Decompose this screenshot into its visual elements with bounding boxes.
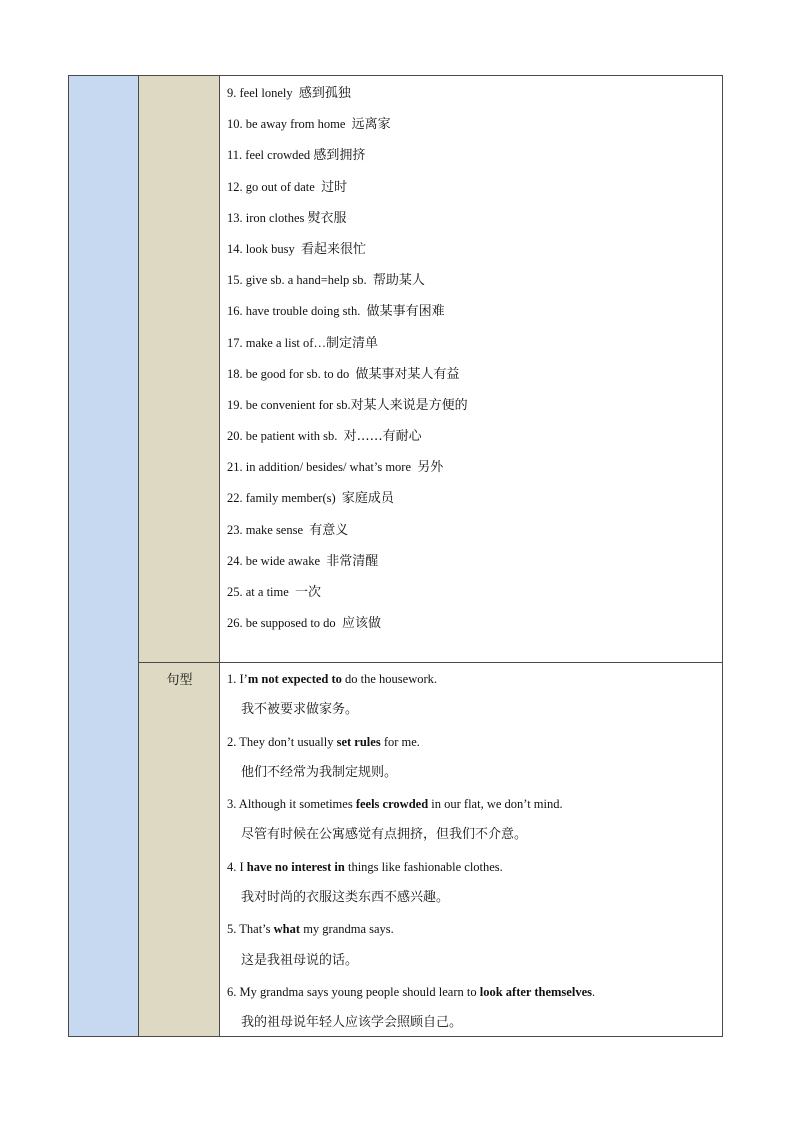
sentence-text: 5. That’s	[227, 922, 274, 937]
phrase-en: 20. be patient with sb.	[227, 429, 338, 444]
phrase-zh: 非常清醒	[326, 553, 379, 569]
phrase-zh: 应该做	[341, 616, 381, 632]
sentence-text: in our flat, we don’t mind.	[428, 797, 563, 812]
phrase-item	[227, 146, 468, 177]
phrase-list	[227, 84, 468, 645]
phrase-zh: 感到拥挤	[313, 148, 366, 164]
phrase-en: 12. go out of date	[227, 179, 315, 194]
phrase-item	[227, 521, 468, 552]
phrase-item	[227, 365, 468, 396]
phrase-item	[227, 84, 468, 115]
phrase-zh: 做某事对某人有益	[355, 366, 460, 382]
phrase-en: 13. iron clothes	[227, 210, 305, 225]
phrase-en: 19. be convenient for sb.	[227, 397, 351, 412]
sentence-zh: 我对时尚的衣服这类东西不感兴趣。	[241, 890, 450, 906]
phrase-item	[227, 396, 468, 427]
phrase-item	[227, 240, 468, 271]
phrase-item	[227, 334, 468, 365]
sentence-key-phrase: look after themselves	[479, 984, 592, 999]
phrase-en: 17. make a list of…	[227, 335, 326, 350]
phrase-en: 14. look busy	[227, 241, 295, 256]
sentence-zh: 我的祖母说年轻人应该学会照顾自己。	[241, 1015, 463, 1031]
phrase-en: 15. give sb. a hand=help sb.	[227, 273, 367, 288]
sentence-key-phrase: m not expected to	[247, 672, 342, 686]
phrase-zh: 过时	[321, 179, 348, 195]
sentence-key-phrase: what	[273, 922, 301, 937]
sentence-key-phrase: have no interest in	[246, 859, 345, 874]
phrase-item	[227, 115, 468, 146]
phrase-en: 22. family member(s)	[227, 491, 336, 506]
section-label-sentence-patterns: 句型	[166, 673, 193, 688]
phrase-en: 25. at a time	[227, 585, 289, 599]
sentence-text: 6. My grandma says young people should learn to	[227, 984, 480, 999]
sentence-item	[227, 795, 595, 858]
phrase-zh: 远离家	[351, 117, 391, 133]
phrase-zh: 制定清单	[325, 335, 378, 351]
sentence-en	[227, 920, 595, 951]
row-divider	[139, 662, 722, 663]
sentence-item	[227, 983, 595, 1046]
phrase-item	[227, 427, 468, 458]
sentence-text: 4. I	[227, 859, 247, 874]
phrase-zh: 熨衣服	[307, 210, 347, 226]
phrase-item	[227, 302, 468, 333]
phrase-zh: 帮助某人	[372, 273, 425, 289]
sentence-key-phrase: feels crowded	[355, 797, 429, 812]
sentence-item	[227, 858, 595, 921]
phrase-en: 10. be away from home	[227, 117, 346, 132]
sentence-en	[227, 670, 595, 701]
sentence-zh: 这是我祖母说的话。	[241, 952, 359, 968]
sentence-zh: 他们不经常为我制定规则。	[241, 764, 398, 780]
phrase-item	[227, 178, 468, 209]
sentence-pattern-list	[227, 670, 595, 1046]
phrase-en: 18. be good for sb. to do	[227, 366, 350, 381]
phrase-zh: 感到孤独	[298, 86, 351, 101]
phrase-item	[227, 209, 468, 240]
sentence-en	[227, 795, 595, 826]
phrase-item	[227, 583, 468, 614]
subcategory-column	[139, 76, 220, 1036]
phrase-zh: 对某人来说是方便的	[350, 397, 468, 413]
sentence-en	[227, 733, 595, 764]
phrase-en: 26. be supposed to do	[227, 616, 336, 631]
sentence-text: 1. I’	[227, 672, 248, 686]
phrase-item	[227, 552, 468, 583]
sentence-text: for me.	[380, 734, 420, 749]
sentence-zh: 尽管有时候在公寓感觉有点拥挤，但我们不介意。	[241, 827, 528, 843]
phrase-en: 11. feel crowded	[227, 148, 311, 163]
phrase-zh: 对……有耐心	[343, 429, 422, 445]
sentence-text: do the housework.	[341, 672, 438, 686]
sentence-item	[227, 733, 595, 796]
sentence-item	[227, 920, 595, 983]
phrase-item	[227, 271, 468, 302]
sentence-en	[227, 983, 595, 1014]
sentence-en	[227, 858, 595, 889]
phrase-item	[227, 489, 468, 520]
phrase-item	[227, 614, 468, 645]
sentence-text: 3. Although it sometimes	[227, 797, 356, 812]
sentence-zh: 我不被要求做家务。	[241, 702, 359, 718]
phrase-item	[227, 458, 468, 489]
phrase-en: 16. have trouble doing sth.	[227, 304, 361, 319]
sentence-text: things like fashionable clothes.	[344, 859, 503, 874]
phrase-zh: 另外	[417, 460, 444, 476]
phrase-zh: 做某事有困难	[366, 304, 445, 320]
phrase-zh: 有意义	[309, 522, 349, 538]
sentence-key-phrase: set rules	[336, 734, 381, 749]
category-column	[69, 76, 139, 1036]
phrase-en: 23. make sense	[227, 522, 304, 537]
vocab-table	[68, 75, 723, 1037]
phrase-zh: 家庭成员	[341, 491, 394, 507]
phrase-zh: 看起来很忙	[300, 241, 366, 257]
sentence-text: 2. They don’t usually	[227, 734, 337, 749]
sentence-item	[227, 670, 595, 733]
phrase-en: 21. in addition/ besides/ what’s more	[227, 460, 412, 475]
sentence-text: my grandma says.	[300, 922, 394, 937]
phrase-en: 9. feel lonely	[227, 86, 293, 100]
sentence-text: .	[591, 984, 596, 999]
phrase-zh: 一次	[295, 585, 322, 600]
phrase-en: 24. be wide awake	[227, 553, 321, 568]
